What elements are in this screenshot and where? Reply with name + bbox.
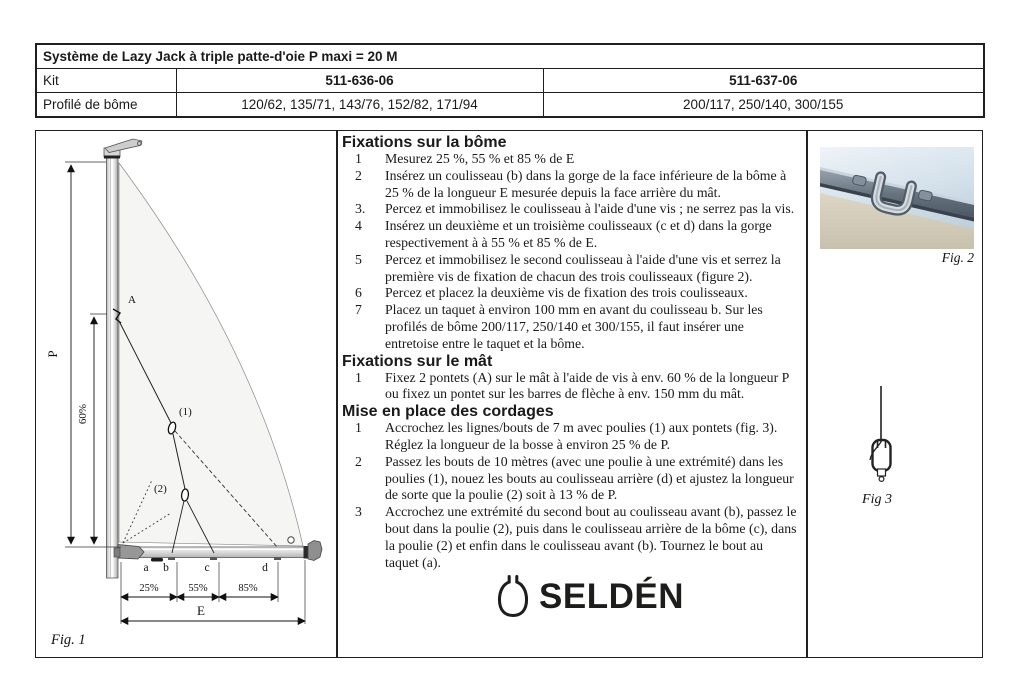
section-heading-lines: Mise en place des cordages [342,403,554,421]
list-item: 3. Percez et immobilisez le coulisseau à l'aide d'une vis ; ne serrez pas la vis. [355,201,795,217]
slider-a-label: a [143,562,149,574]
sail-shape [119,163,303,546]
table-row-profile [36,93,984,118]
fig3-drawing [840,384,985,509]
profile-value-1: 120/62, 135/71, 143/76, 152/82, 171/94 [176,93,543,118]
list-item: 1 Accrochez les lignes/bouts de 7 m avec poulies (1) aux pontets (fig. 3). Réglez la longueur de la bosse à environ 25 % de P. [355,420,778,452]
slider-b-label: b [163,562,169,574]
fig1-diagram [36,131,335,656]
section-heading-boom: Fixations sur la bôme [342,134,507,151]
pct85-label: 85% [238,583,258,594]
pct25-label: 25% [139,583,159,594]
instructions-column [336,131,806,571]
spec-table [35,43,985,118]
kit-label: Kit [36,69,176,93]
pulley-2-label: (2) [154,483,167,495]
taquet-a [151,558,163,562]
masthead-crane [104,139,142,159]
pct55-label: 55% [188,583,208,594]
table-title: Système de Lazy Jack à triple patte-d'oie P maxi = 20 M [36,44,984,69]
boom [121,547,305,558]
list-item: 1 Mesurez 25 %, 55 % et 85 % de E [355,151,575,166]
pct60-label: 60% [77,403,89,425]
section-heading-mast: Fixations sur le mât [342,352,493,370]
selden-wordmark: SELDÉN [539,576,684,616]
outhaul-fitting [308,541,322,561]
column-divider-right [806,131,808,657]
slider-d-label: d [262,562,268,574]
table-row-kit [36,69,984,93]
fig3-caption: Fig 3 [862,492,892,507]
selden-logo [496,574,684,618]
list-item: 2 Passez les bouts de 10 mètres (avec une poulie à une extrémité) dans les poulies (1), nouez les bouts au coulisseau arrière (d) et ajustez la longueur de sorte que la poulie (2) soit à 13 % de P. [355,453,794,503]
selden-egg-icon [496,574,530,618]
kit-value-1: 511-636-06 [176,69,543,93]
list-item: 2 Insérez un coulisseau (b) dans la gorge de la face inférieure de la bôme à 25 % de la longueur E mesurée depuis la face arrière du mât. [355,167,787,200]
slider-c-label: c [204,562,210,574]
kit-value-2: 511-637-06 [543,69,984,93]
pontet-a-label: A [128,294,136,306]
fig2-caption: Fig. 2 [941,250,974,265]
clew-ring [288,537,294,543]
list-item: 6 Percez et placez la deuxième vis de fixation des trois coulisseaux. [355,285,748,301]
table-title-row [36,44,984,69]
p-label: P [45,350,60,358]
mast [107,156,119,578]
pulley-1-label: (1) [179,406,192,418]
list-item: 4 Insérez un deuxième et un troisième coulisseaux (c et d) dans la gorge respectivement à à 55 % et 85 % de E. [355,218,772,250]
fig3-pontet [873,440,891,471]
list-item: 1 Fixez 2 pontets (A) sur le mât à l'aide de vis à env. 60 % de la longueur P ou fixez un pontet sur les barres de flèche à env. 150 mm du mât. [355,369,789,402]
content-box [35,130,983,658]
fig1-caption: Fig. 1 [51,632,86,648]
fig2-photo [820,147,974,249]
e-label: E [197,603,205,618]
list-item: 3 Accrochez une extrémité du second bout au coulisseau avant (b), passez le bout dans la poulie (2), puis dans le coulisseau arrière de la bôme (c), dans la poulie (2) et enfin dans le coulisseau avant (b). Tournez le bout au taquet (a). [355,504,797,570]
profile-label: Profilé de bôme [36,93,176,118]
list-item: 7 Placez un taquet à environ 100 mm en avant du coulisseau b. Sur les profilés de bôme 200/117, 250/140 et 300/155, il faut insérer une entretoise entre le taquet et la bôme. [355,302,763,351]
list-item: 5 Percez et immobilisez le second coulisseau à l'aide d'une vis et serrez la première vis de fixation de chacun des trois coulisseaux (figure 2). [355,251,781,284]
profile-value-2: 200/117, 250/140, 300/155 [543,93,984,118]
